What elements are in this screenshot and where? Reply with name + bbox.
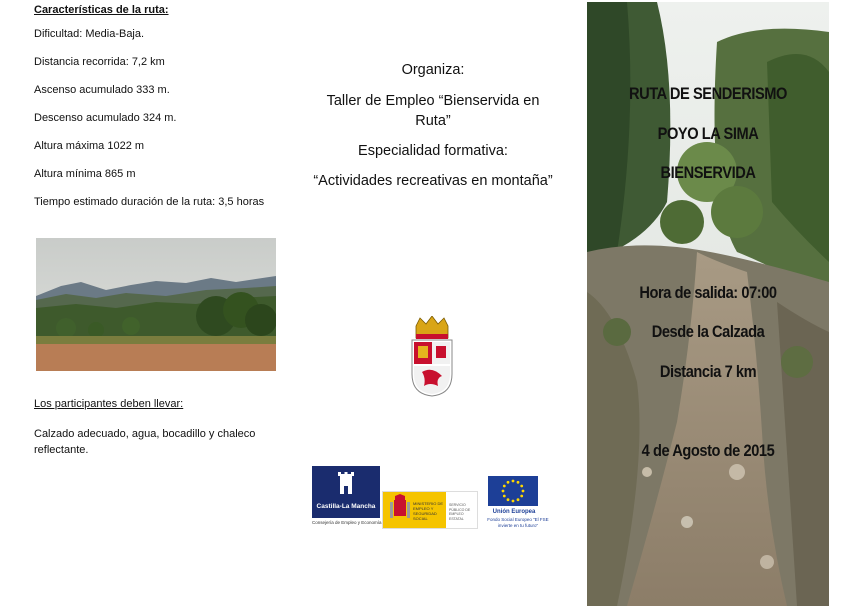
cover-panel xyxy=(587,2,829,606)
especialidad-name: “Actividades recreativas en montaña” xyxy=(313,173,553,189)
cover-title-line3: BIENSERVIDA xyxy=(660,163,756,182)
route-date: 4 de Agosto de 2015 xyxy=(641,441,775,460)
castilla-la-mancha-logo xyxy=(312,466,380,518)
features-title: Características de la ruta: xyxy=(34,4,169,16)
clm-name: Castilla-La Mancha xyxy=(316,503,376,510)
eu-subtitle: Fondo Social Europeo "El FSE invierte en tu futuro" xyxy=(487,517,549,528)
eu-title: Unión Europea xyxy=(492,509,536,515)
eu-flag-icon xyxy=(488,476,538,506)
servicio-name: SERVICIO PÚBLICO DE EMPLEO ESTATAL xyxy=(449,503,471,521)
union-europea-logo xyxy=(484,472,552,532)
especialidad-label: Especialidad formativa: xyxy=(358,143,508,159)
cover-title-line2: POYO LA SIMA xyxy=(657,124,759,143)
departure-time: Hora de salida: 07:00 xyxy=(639,283,777,302)
bring-title: Los participantes deben llevar: xyxy=(34,398,184,410)
feature-min-altitude: Altura mínima 865 m xyxy=(34,168,136,180)
ministerio-name: MINISTERIO DE EMPLEO Y SEGURIDAD SOCIAL xyxy=(413,501,444,521)
departure-place: Desde la Calzada xyxy=(651,322,765,341)
route-distance: Distancia 7 km xyxy=(659,362,757,381)
ministerio-logo xyxy=(382,491,478,529)
feature-max-altitude: Altura máxima 1022 m xyxy=(34,140,145,152)
ministerio-gold-band xyxy=(383,492,446,528)
clm-subtitle: Consejería de Empleo y Economía xyxy=(312,520,382,525)
feature-descent: Descenso acumulado 324 m. xyxy=(34,112,177,124)
sponsor-logos xyxy=(312,466,557,530)
features-list xyxy=(34,20,289,216)
organizer-section xyxy=(310,60,556,191)
taller-name: Taller de Empleo “Bienservida en Ruta” xyxy=(326,93,540,129)
feature-ascent: Ascenso acumulado 333 m. xyxy=(34,84,170,96)
organiza-label: Organiza: xyxy=(401,62,465,78)
cover-title-line1: RUTA DE SENDERISMO xyxy=(629,84,787,103)
landscape-photo xyxy=(36,238,276,371)
municipal-crest xyxy=(408,316,456,398)
route-features-section xyxy=(34,0,289,216)
feature-distance: Distancia recorrida: 7,2 km xyxy=(34,56,165,68)
feature-duration: Tiempo estimado duración de la ruta: 3,5 horas xyxy=(34,196,265,208)
bring-text: Calzado adecuado, agua, bocadillo y chaleco reflectante. xyxy=(34,428,256,456)
feature-difficulty: Dificultad: Media-Baja. xyxy=(34,28,145,40)
